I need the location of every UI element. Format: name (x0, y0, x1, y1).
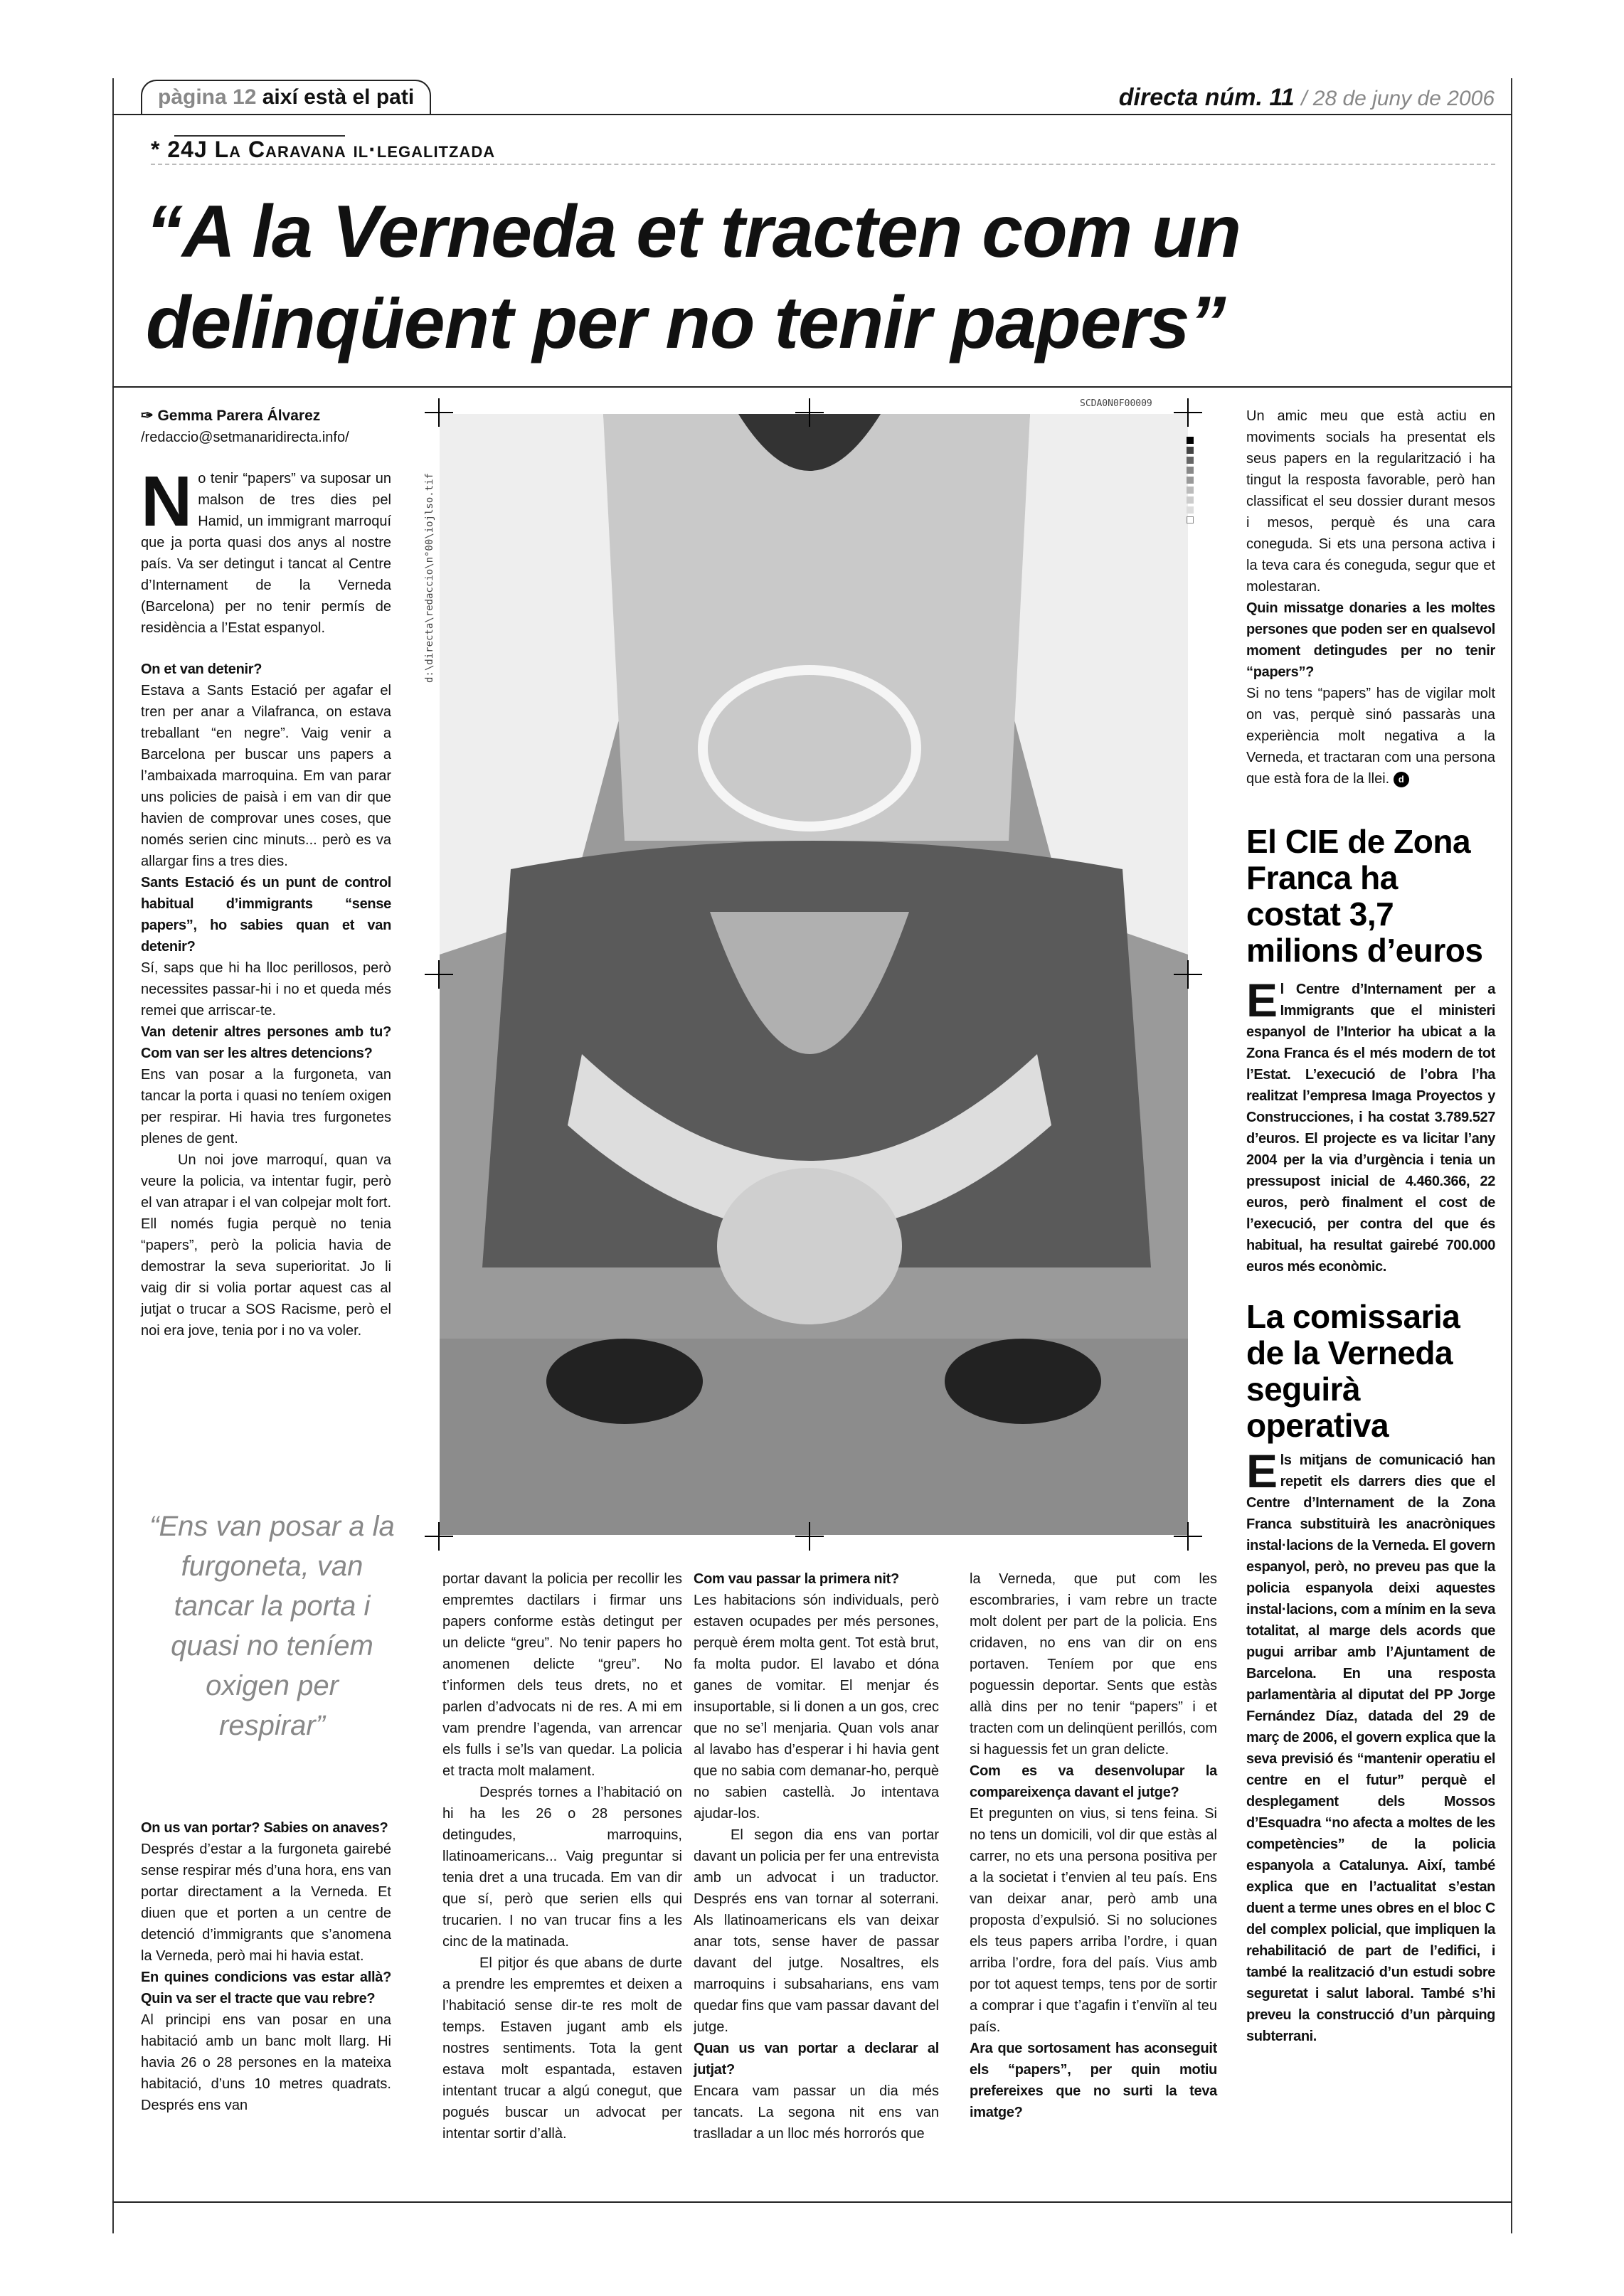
sidebar-title: La comissaria de la Verneda seguirà operativa (1246, 1298, 1460, 1444)
answer: Un amic meu que està actiu en moviments socials ha presentat els seus papers en la regularització i ha tingut la resposta favorable, però han classificat el seu dossier durant mesos i mesos, perquè és una cara coneguda. Si ets una persona activa i la teva cara és coneguda, segur que et molestaran. (1246, 408, 1495, 595)
sidebar-body: Els mitjans de comunicació han repetit els darrers dies que el Centre d’Internament de la Zona Franca substituirà les anacròniques instal·lacions de la Verneda. El govern espanyol, però, no preveu pas que la policia espanyola deixi aquestes instal·lacions, com a mínim en la seva totalitat, al marge dels acords que pugui arribar amb l’Ajuntament de Barcelona. En una resposta parlamentària al diputat del PP Jorge Fernández Díaz, datada del 29 de març de 2006, el govern explica que la seva previsió és “mantenir operatiu el centre en el futur” perquè el desplegament dels Mossos d’Esquadra “no afecta a moltes de les competències” de la policia espanyola a Catalunya. Així, també explica que en l’actualitat s’estan duent a terme unes obres en el bloc C del complex policial, que impliquen la rehabilitació de part de l’edifici, i també la realització d’un estudi sobre seguretat i salut laboral. També s’hi preveu la construcció d’un pàrquing subterrani. (1246, 1445, 1495, 2044)
answer: portar davant la policia per recollir les empremtes dactilars i firmar uns papers conforme estàs detingut per un delicte “greu”. No tenir papers ho anomenen delicte “greu”. No t’informen dels teus drets, no et parlen d’advocats ni de res. A mi em vam prendre l’agenda, van arrencar els fulls i se’ls van quedar. La policia et tracta molt malament. (442, 1571, 682, 1779)
end-of-article-icon: d (1394, 772, 1409, 787)
answer: El pitjor és que abans de durte a prendre les empremtes et deixen a l’habitació sense dir-te res molt de temps. Estaven jugant amb els nostres sentiments. Tota la gent estava molt espantada, estaven intentant trucar a algú conegut, que pogués buscar un advocat per intentar sortir d’allà. (442, 1955, 682, 2142)
section-name: així està el pati (262, 85, 415, 109)
answer: Després d’estar a la furgoneta gairebé sense respirar més d’una hora, ens van portar directament a la Verneda. Et diuen que et porten a un centre de detenció d’immigrants que s’anomena la Verneda, però mai hi havia estat. (141, 1841, 391, 1964)
question: Quan us van portar a declarar al jutjat? (694, 2041, 939, 2078)
page-number: pàgina 12 (158, 85, 257, 109)
pull-quote: “Ens van posar a la furgoneta, van tancar la porta i quasi no teníem oxigen per respirar” (149, 1511, 395, 1741)
answer: Encara vam passar un dia més tancats. La segona nit ens van traslladar a un lloc més horrorós que (694, 2083, 939, 2142)
publication-name: directa núm. 11 (1118, 84, 1295, 111)
crop-mark (425, 1522, 453, 1551)
answer: Sí, saps que hi ha lloc perillosos, però necessites passar-hi i no et queda més remei que arriscar-te. (141, 960, 391, 1019)
crop-mark (795, 398, 824, 427)
answer: Ens van posar a la furgoneta, van tancar la porta i quasi no teníem oxigen per respirar. Hi havia tres furgonetes plenes de gent. (141, 1067, 391, 1147)
article-column-1 (141, 405, 391, 1341)
answer: El segon dia ens van portar davant un policia per fer una entrevista amb un advocat i un traductor. Després ens van tornar al soterrani. Als llatinoamericans els van deixar anar tots, sense haver de passar davant del jutge. Nosaltres, els marroquins i subsaharians, ens vam quedar fins que vam passar davant del jutge. (694, 1827, 939, 2035)
question: Van detenir altres persones amb tu? Com van ser les altres detencions? (141, 1024, 391, 1061)
article-column-3 (694, 1568, 939, 2144)
frame-right-rule (1511, 78, 1512, 2233)
photo-man-sitting (440, 414, 1188, 1535)
crop-mark (425, 398, 453, 427)
headline-rule (112, 386, 1512, 388)
answer: Després tornes a l’habitació on hi ha les 26 o 28 persones detingudes, marroquins, llatinoamericans... Vaig preguntar si tenia dret a una trucada. Em van dir que sí, però que serien ells qui trucarien. I no van trucar fins a les cinc de la matinada. (442, 1785, 682, 1950)
crop-mark (1174, 398, 1202, 427)
answer: Les habitacions són individuals, però estaven ocupades per més persones, perquè érem molta gent. Tot està brut, fa molta pudor. El lavabo et dóna ganes de vomitar. El menjar és insuportable, si li donen a un gos, crec que no se’l menjaria. Quan vols anar al lavabo has d’esperar i hi havia gent que no sabia com demanar-ho, perquè no sabien castellà. Jo intentava ajudar-los. (694, 1593, 939, 1822)
sidebar-title: El CIE de Zona Franca ha costat 3,7 milions d’euros (1246, 823, 1483, 969)
intro-paragraph: No tenir “papers” va suposar un malson de tres dies pel Hamid, un immigrant marroquí que ja porta quasi dos anys al nostre país. Va ser detingut i tancat al Centre d’Internament de la Verneda (Barcelona) per no tenir permís de residència a l’Estat espanyol. (141, 462, 391, 636)
gray-scale-strip (1187, 437, 1194, 523)
article-column-4 (970, 1568, 1217, 2123)
drop-cap: N (141, 462, 193, 541)
question: Ara que sortosament has aconseguit els “papers”, per quin motiu prefereixes que no surti la teva imatge? (970, 2041, 1217, 2120)
question: On et van detenir? (141, 661, 262, 677)
issue-date: / 28 de juny de 2006 (1301, 87, 1495, 110)
sidebar-body: El Centre d’Internament per a Immigrants que el ministeri espanyol de l’Interior ha ubicat a la Zona Franca és el més modern de tot l’Estat. L’execució de l’obra l’ha realitzat l’empresa Imaga Proyectos y Construcciones, i ha costat 3.789.527 d’euros. El projecte es va licitar l’any 2004 per la via d’urgència i tenia un pressupost inicial de 4.460.366, 22 euros, però finalment el cost de l’execució, per contra del que és habitual, ha resultat gairebé 700.000 euros més econòmic. (1246, 974, 1495, 1275)
question: Quin missatge donaries a les moltes persones que poden ser en qualsevol moment detingudes per no tenir “papers”? (1246, 600, 1495, 680)
author-email[interactable]: /redaccio@setmanaridirecta.info/ (141, 430, 349, 445)
footer-rule (112, 2201, 1512, 2203)
frame-left-rule (112, 78, 114, 2233)
kicker-underline (151, 164, 1495, 165)
sidebar-cie (1246, 824, 1495, 1277)
headline (146, 186, 1497, 368)
question: Com vau passar la primera nit? (694, 1571, 899, 1587)
crop-mark (425, 960, 453, 989)
masthead (1119, 84, 1495, 112)
sidebar-comissaria (1246, 1299, 1495, 2047)
article-column-2 (442, 1568, 682, 2144)
drop-cap: E (1246, 1445, 1278, 1497)
photo-code: SCDA0N0F00009 (1080, 398, 1152, 409)
headline-line-1: “A la Verneda et tracten com un (146, 191, 1241, 273)
photo-file-path: d:\directa\redaccio\n°00\iojlso.tif (424, 472, 435, 683)
answer: Si no tens “papers” has de vigilar molt on vas, perquè sinó passaràs una experiència molt negativa a la Verneda, et tractaran com una persona que està fora de la llei. d (1246, 686, 1495, 787)
answer: Un noi jove marroquí, quan va veure la policia, va intentar fugir, però el van atrapar i el van colpejar molt fort. Ell només fugia perquè no tenia “papers”, però la policia havia de demostrar la seva superioritat. Jo li vaig dir si volia portar aquest cas al jutjat o trucar a SOS Racisme, però el noi era jove, tenia por i no va voler. (141, 1152, 391, 1339)
crop-mark (795, 1522, 824, 1551)
question: En quines condicions vas estar allà? Quin va ser el tracte que vau rebre? (141, 1970, 391, 2007)
question: Sants Estació és un punt de control habitual d’immigrants “sense papers”, ho sabies quan et van detenir? (141, 875, 391, 955)
author-name: Gemma Parera Álvarez (157, 408, 321, 424)
question: On us van portar? Sabies on anaves? (141, 1820, 388, 1836)
article-photo (440, 414, 1188, 1535)
byline-icon: ✑ (141, 408, 158, 424)
crop-mark (1174, 1522, 1202, 1551)
question: Com es va desenvolupar la compareixença davant el jutge? (970, 1763, 1217, 1800)
kicker: * 24J La Caravana il·legalitzada (151, 137, 496, 162)
article-column-1-bottom (141, 1817, 391, 2116)
headline-line-2: delinqüent per no tenir papers” (146, 282, 1226, 364)
answer: Al principi ens van posar en una habitació amb un banc molt llarg. Hi havia 26 o 28 persones en la mateixa habitació, d’uns 10 metres quadrats. Després ens van (141, 2012, 391, 2113)
drop-cap: E (1246, 974, 1278, 1026)
page-tab (141, 80, 431, 115)
article-column-5 (1246, 405, 1495, 2047)
crop-mark (1174, 960, 1202, 989)
answer: la Verneda, que put com les escombraries, i vam rebre un tracte molt dolent per part de la policia. Ens cridaven, no ens van dir on ens portaven. Teníem por que ens poguessin deportar. Sents que estàs allà dins per no tenir “papers” i et tracten com un delinqüent perillós, com si haguessis fet un gran delicte. (970, 1571, 1217, 1758)
answer: Estava a Sants Estació per agafar el tren per anar a Vilafranca, on estava treballant “en negre”. Vaig venir a Barcelona per buscar uns papers a l’ambaixada marroquina. Em van parar uns policies de paisà i em van dir que havien de comprovar unes coses, que només serien cinc minuts... però es va allargar fins a tres dies. (141, 683, 391, 869)
answer: Et pregunten on vius, si tens feina. Si no tens un domicili, vol dir que estàs al carrer, no ets una persona positiva per a la societat i t’envien al teu país. Ens van deixar anar, però amb una proposta d’expulsió. Si no soluciones els teus papers arriba l’ordre, i quan arriba l’ordre, fora del país. Vius amb por tot aquest temps, tens por de sortir a comprar i que t’agafin i t’enviïn al teu país. (970, 1806, 1217, 2035)
